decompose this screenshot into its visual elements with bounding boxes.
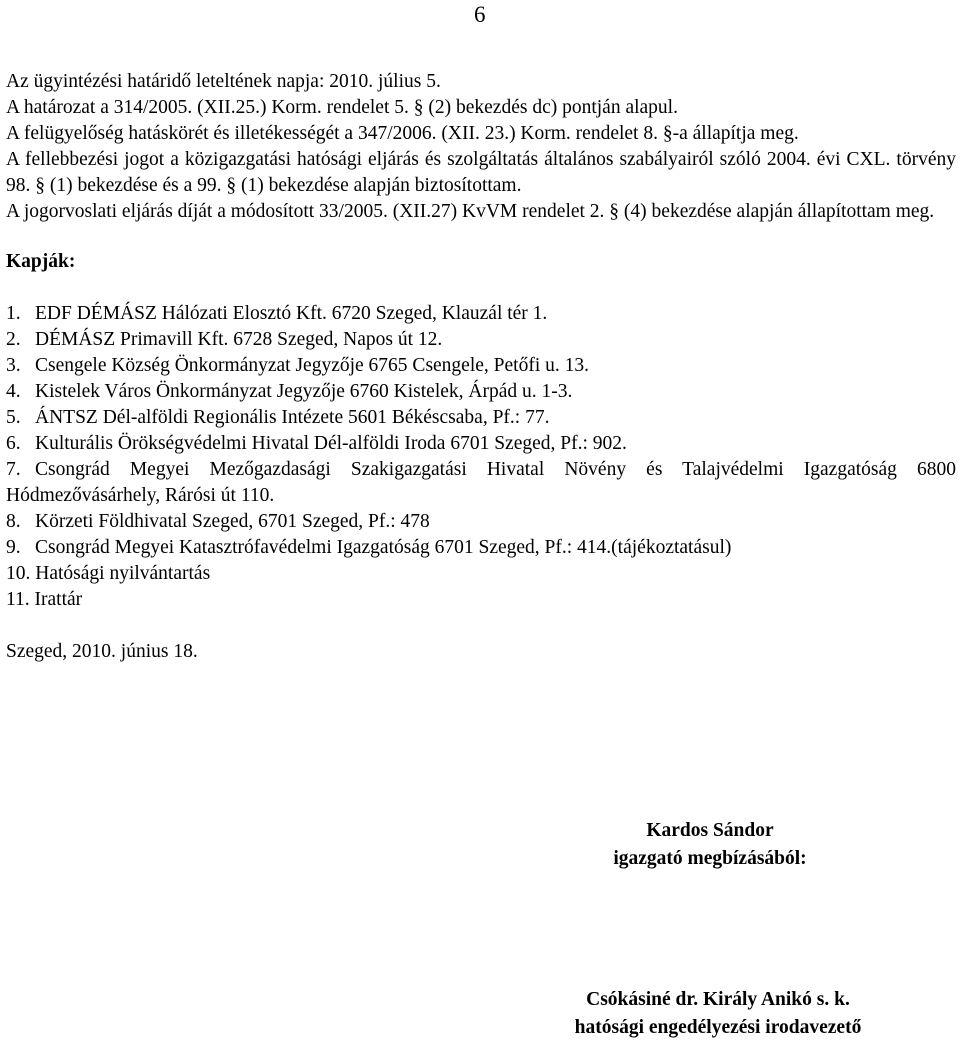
list-item-number: 11. [6,589,30,610]
signatory-name: Kardos Sándor [646,820,774,841]
list-item-text: Csongrád Megyei Mezőgazdasági Szakigazgatási Hivatal Növény és Talajvédelmi Igazgatóság 6800 Hódmezővásárhely, Rárósi út 110. [6,459,956,506]
list-item-number: 8. [6,511,21,532]
list-item-text: ÁNTSZ Dél-alföldi Regionális Intézete 5601 Békéscsaba, Pf.: 77. [35,407,550,428]
list-item-number: 9. [6,537,21,558]
signatory-role: igazgató megbízásából: [613,848,807,869]
list-item [6,301,956,327]
signatory-name: Csókásiné dr. Király Anikó s. k. [586,989,850,1010]
page-number: 6 [474,2,486,27]
list-item-number: 7. [6,459,21,480]
recipients-heading: Kapják: [6,251,76,272]
list-item [6,587,956,613]
list-item-text: Csengele Község Önkormányzat Jegyzője 6765 Csengele, Petőfi u. 13. [35,355,589,376]
deadline-paragraph: Az ügyintézési határidő leteltének napja: 2010. július 5. [6,71,441,92]
list-item-text: Kistelek Város Önkormányzat Jegyzője 6760 Kistelek, Árpád u. 1-3. [35,381,573,402]
list-item [6,431,956,457]
list-item-text: Körzeti Földhivatal Szeged, 6701 Szeged, Pf.: 478 [35,511,430,532]
appeal-fee-paragraph: A jogorvoslati eljárás díját a módosított 33/2005. (XII.27) KvVM rendelet 2. § (4) bekezdése alapján állapítottam meg. [6,201,935,222]
list-item [6,561,956,587]
list-item-text: Csongrád Megyei Katasztrófavédelmi Igazgatóság 6701 Szeged, Pf.: 414.(tájékoztatásul) [35,537,732,558]
list-item [6,327,956,353]
list-item [6,457,956,509]
list-item-text: Hatósági nyilvántartás [35,563,211,584]
recipients-list [6,301,956,613]
list-item-text: Irattár [34,589,83,610]
list-item [6,509,956,535]
list-item-number: 4. [6,381,21,402]
list-item-number: 2. [6,329,21,350]
list-item [6,405,956,431]
signature-block-office-head [512,986,924,1042]
competence-paragraph: A felügyelőség hatáskörét és illetékességét a 347/2006. (XII. 23.) Korm. rendelet 8. §-a állapítja meg. [6,123,799,144]
document-body [6,69,956,665]
list-item-text: EDF DÉMÁSZ Hálózati Elosztó Kft. 6720 Szeged, Klauzál tér 1. [35,303,548,324]
list-item-number: 10. [6,563,31,584]
list-item-text: DÉMÁSZ Primavill Kft. 6728 Szeged, Napos út 12. [35,329,443,350]
appeal-right-paragraph: A fellebbezési jogot a közigazgatási hatósági eljárás és szolgáltatás általános szabályairól szóló 2004. évi CXL. törvény 98. § (1) bekezdése és a 99. § (1) bekezdése alapján biztosítottam. [6,149,956,196]
date-line: Szeged, 2010. június 18. [6,641,198,662]
list-item [6,353,956,379]
list-item [6,535,956,561]
legal-basis-paragraph: A határozat a 314/2005. (XII.25.) Korm. rendelet 5. § (2) bekezdés dc) pontján alapul. [6,97,678,118]
list-item-text: Kulturális Örökségvédelmi Hivatal Dél-alföldi Iroda 6701 Szeged, Pf.: 902. [35,433,627,454]
list-item [6,379,956,405]
list-item-number: 5. [6,407,21,428]
list-item-number: 3. [6,355,21,376]
signatory-role: hatósági engedélyezési irodavezető [574,1017,862,1038]
signature-block-director [560,817,860,873]
list-item-number: 6. [6,433,21,454]
list-item-number: 1. [6,303,21,324]
